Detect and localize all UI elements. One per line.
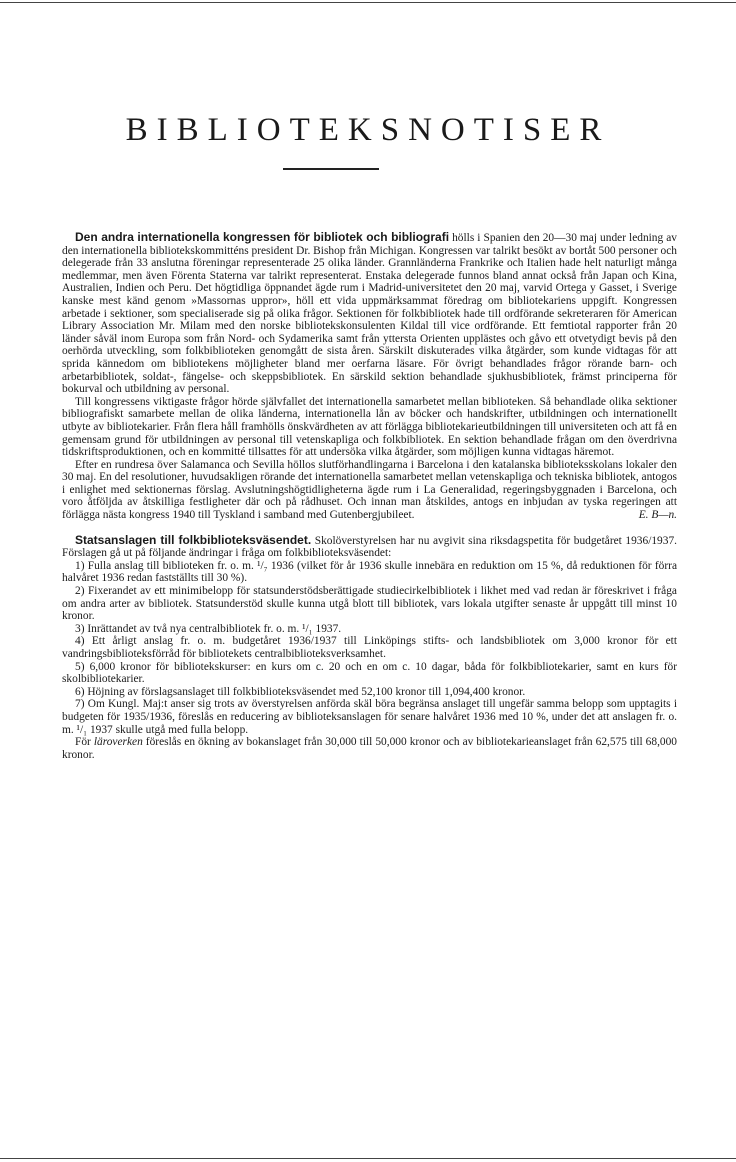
article2-item-1: 1) Fulla anslag till biblioteken fr. o. m. ¹/₇ 1936 (vilket för år 1936 skulle innebära en reduktion om 15 %, då reduktionen för förra halvåret 1936 redan fastställts till 30 %).	[62, 559, 677, 585]
article2-intro-text: Skolöverstyrelsen har nu avgivit sina riksdagspetita för budgetåret 1936/1937. Förslagen gå ut på följande ändringar i fråga om folkbiblioteksväsendet:	[62, 534, 677, 560]
article2-item-6: 6) Höjning av förslagsanslaget till folkbiblioteksväsendet med 52,100 kronor till 1,094,400 kronor.	[75, 685, 526, 698]
article1-signature: E. B—n.	[638, 509, 677, 522]
article1-paragraph-1	[62, 231, 677, 396]
article1-text-3: Efter en rundresa över Salamanca och Sevilla höllos slutförhandlingarna i Barcelona i den katalanska biblioteksskolans lokaler den 30 maj. En del resolutioner, huvudsakligen rörande det internationella samarbetet mellan vetenskapliga och tekniska bibliotek, antogos i enlighet med sektionernas förslag. Avslutningshögtidligheterna ägde rum i La Generalidad, regeringsbyggnaden i Barcelona, och voro åtföljda av åtskilliga festligheter där och på rådhuset. Och innan man åtskildes, antogs en inbjudan av tyska regeringen att förlägga nästa kongress 1940 till Tyskland i samband med Gutenbergjubileet.	[62, 458, 677, 522]
page-title: BIBLIOTEKSNOTISER	[125, 112, 611, 148]
article2-item-3: 3) Inrättandet av två nya centralbibliotek fr. o. m. ¹/₁ 1937.	[75, 622, 342, 635]
article2-item-7: 7) Om Kungl. Maj:t anser sig trots av överstyrelsen anförda skäl böra begränsa anslaget till ungefär samma belopp som upptagits i budgeten för 1935/1936, föreslås en reducering av biblioteksanslagen för senare halvåret 1936 med 10 %, under det att anslagen fr. o. m. ¹/₁ 1937 skulle utgå med fulla belopp.	[62, 698, 677, 736]
top-border-line	[0, 2, 736, 3]
article2-paragraph-intro	[62, 534, 677, 560]
article2-last-prefix: För	[75, 736, 94, 749]
article2-item-5: 5) 6,000 kronor för bibliotekskurser: en kurs om c. 20 och en om c. 10 dagar, båda för folkbibliotekarier, samt en kurs för skolbibliotekarier.	[62, 660, 677, 686]
article2-last-rest: föreslås en ökning av bokanslaget från 30,000 till 50,000 kronor och av bibliotekarieanslaget från 62,575 till 68,000 kronor.	[62, 736, 678, 761]
article1-text-1: hölls i Spanien den 20—30 maj under ledning av den internationella bibliotekskommitténs president Dr. Bishop från Michigan. Kongressen var talrikt besökt av bortåt 500 personer och delegerade från 33 anslutna föreningar representerade 25 olika länder. Grannländerna Frankrike och Italien hade helt naturligt många medlemmar, men även Förenta Staterna var talrikt representerat. Enstaka delegerade funnos bland annat också från Japan och Kina, Australien, Indien och Peru. Det högtidliga öppnandet ägde rum i Madrid-universitetet den 20 maj, varvid Ortega y Gasset, i Sverige kanske mest känd genom »Massornas uppror», höll ett vida uppmärksammat föredrag om bibliotekariens uppgift. Kongressen arbetade i sektioner, som specialiserade sig på olika frågor. Sektionen för folkbibliotek hade till ordförande sekreteraren för American Library Association Mr. Milam med den norske bibliotekskonsulenten Kildal till vice ordförande. Ett femtiotal rapporter från 20 länder såväl inom Europa som från Nord- och Sydamerika samt från yttersta Orienten upplästes och gåvo ett otvetydigt bevis på den oerhörda utveckling, som folkbiblioteken genomgått de sista åren. Särskilt diskuterades vilka åtgärder, som kunde vidtagas för att sprida kännedom om bibliotekens möjligheter bland mer oerfarna läsare. För övrigt behandlades frågor rörande barn- och arbetarbibliotek, soldat-, fängelse- och skeppsbibliotek. En särskild sektion behandlade sjukhusbibliotek, främst principerna för bokurval och utbildning av personal.	[62, 232, 677, 396]
bottom-border-line	[0, 1158, 736, 1159]
article1-paragraph-2: Till kongressens viktigaste frågor hörde självfallet det internationella samarbetet mellan biblioteken. Så behandlade olika sektioner bibliografiskt samarbete mellan de olika länderna, internationella lån av böcker och handskrifter, utbildningen och internationellt utbyte av bibliotekarier. Från flera håll framhölls önskvärdheten av att förlägga bibliotekarieutbildningen till universiteten och att få en gemensam grund för utbildningen av personal till vetenskapliga och folkbibliotek. En sektion behandlade frågan om den överdrivna tidskriftsproduktionen, och en kommitté tillsattes för att undersöka vilka åtgärder, som möjligen kunna vidtagas häremot.	[62, 395, 677, 459]
article2-item-2: 2) Fixerandet av ett minimibelopp för statsunderstödsberättigade studiecirkelbibliotek i likhet med vad redan är föreskrivet i fråga om andra arter av bibliotek. Statsunderstöd skulle kunna utgå blott till bibliotek, vars lokala utgifter senaste år uppgått till minst 10 kronor.	[62, 585, 677, 623]
article1-heading: Den andra internationella kongressen för bibliotek och bibliografi	[75, 230, 450, 244]
title-underline	[283, 168, 379, 170]
article2-paragraph-last	[62, 736, 677, 761]
article1-paragraph-3	[62, 459, 677, 522]
article2-last-italic: läroverken	[93, 736, 143, 749]
article2-heading: Statsanslagen till folkbiblioteksväsendet.	[75, 532, 312, 547]
article2-item-4: 4) Ett årligt anslag fr. o. m. budgetåret 1936/1937 till Linköpings stifts- och landsbibliotek om 3,000 kronor för ett vandringsbiblioteksförråd för bibliotekets centralbiblioteksverksamhet.	[62, 635, 677, 660]
article-body	[62, 231, 677, 761]
